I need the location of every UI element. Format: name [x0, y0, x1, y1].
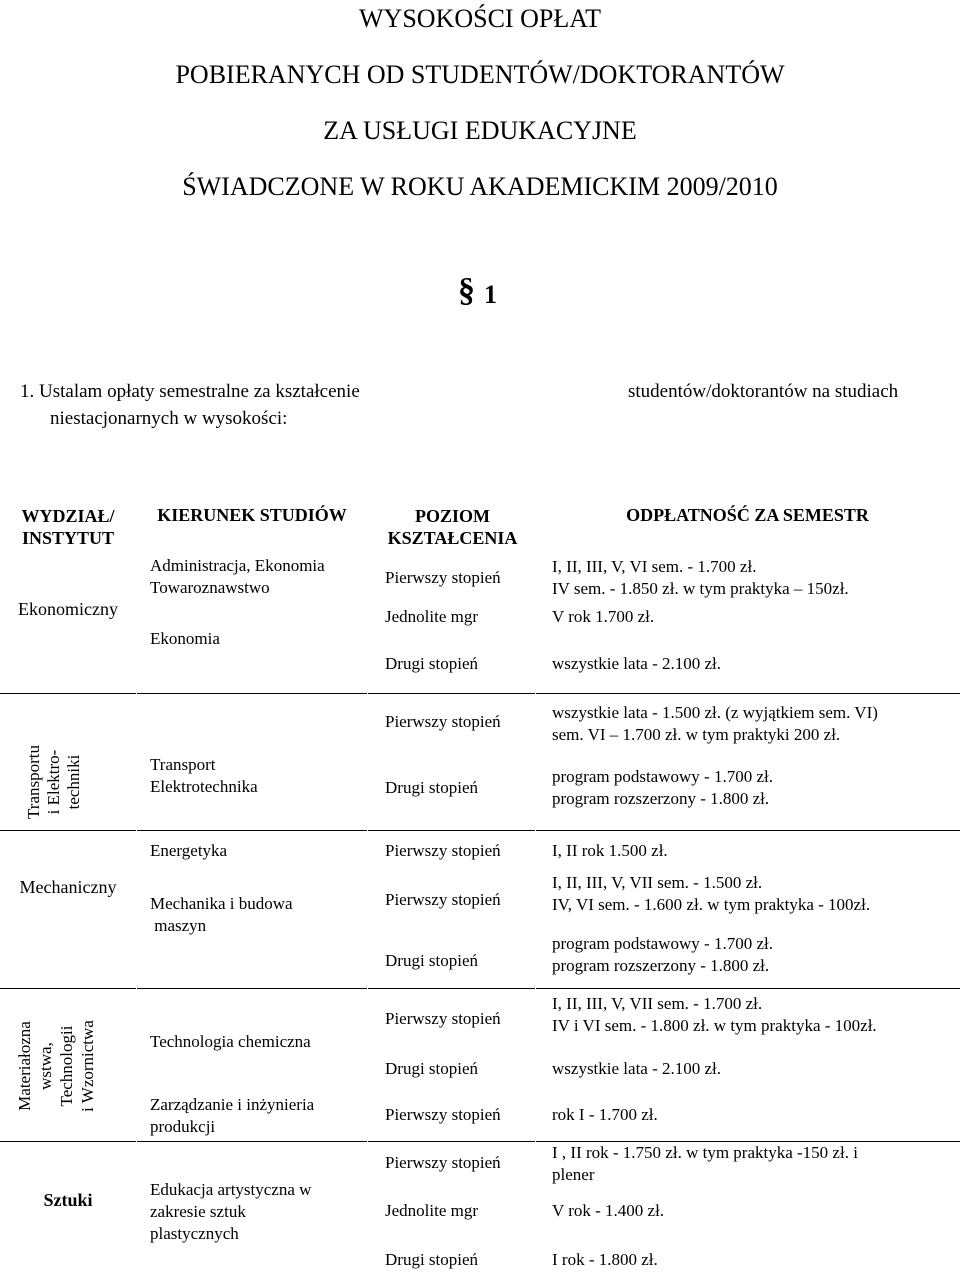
title-line-2: POBIERANYCH OD STUDENTÓW/DOKTORANTÓW	[175, 60, 785, 89]
faculty-transportu	[24, 712, 88, 852]
program-name: Transport	[150, 755, 216, 774]
faculty-name-line: techniki	[64, 754, 83, 810]
fee-text: V rok 1.700 zł.	[552, 607, 655, 626]
fee-text: I, II, III, V, VII sem. - 1.700 zł.	[552, 994, 763, 1013]
level-name: Pierwszy stopień	[385, 568, 501, 587]
intro-line-2: niestacjonarnych w wysokości:	[50, 408, 288, 429]
program-name: produkcji	[150, 1117, 216, 1136]
fee-text: wszystkie lata - 1.500 zł. (z wyjątkiem sem. VI)	[552, 703, 878, 722]
fee-text: plener	[552, 1165, 595, 1184]
header-kierunek: KIERUNEK STUDIÓW	[157, 505, 347, 525]
program-name: Zarządzanie i inżynieria	[150, 1095, 315, 1114]
program-name: Technologia chemiczna	[150, 1032, 311, 1051]
program-name: maszyn	[150, 916, 207, 935]
fee-text: V rok - 1.400 zł.	[552, 1201, 665, 1220]
fee-text: I rok - 1.800 zł.	[552, 1250, 658, 1269]
program-name: Mechanika i budowa	[150, 894, 293, 913]
fee-text: wszystkie lata - 2.100 zł.	[552, 654, 722, 673]
title-line-4: ŚWIADCZONE W ROKU AKADEMICKIM 2009/2010	[182, 172, 778, 201]
program-name: Ekonomia	[150, 629, 220, 648]
level-name: Jednolite mgr	[385, 607, 479, 626]
header-poziom: POZIOM KSZTAŁCENIA	[387, 506, 518, 548]
level-name: Pierwszy stopień	[385, 1105, 501, 1124]
fee-text: program rozszerzony - 1.800 zł.	[552, 956, 770, 975]
level-name: Pierwszy stopień	[385, 1009, 501, 1028]
table-divider	[137, 1141, 367, 1142]
program-name: Edukacja artystyczna w	[150, 1180, 312, 1199]
level-name: Pierwszy stopień	[385, 841, 501, 860]
table-divider	[0, 1141, 136, 1142]
header-odplatnosc: ODPŁATNOŚĆ ZA SEMESTR	[626, 505, 869, 525]
section-number: 1	[484, 280, 497, 309]
level-name: Drugi stopień	[385, 1059, 479, 1078]
faculty-name-line: Technologii	[57, 1025, 76, 1107]
faculty-name-line: i Elektro-	[44, 749, 63, 815]
fee-text: I , II rok - 1.750 zł. w tym praktyka -150 zł. i	[552, 1143, 858, 1162]
table-divider	[368, 988, 535, 989]
section-symbol: §	[458, 272, 475, 309]
level-name: Drugi stopień	[385, 1250, 479, 1269]
faculty-name-line: Materiałozna	[15, 1021, 34, 1111]
faculty-materialoznawstwa	[14, 996, 98, 1136]
faculty-name-line: i Wzornictwa	[78, 1020, 97, 1112]
fee-text: IV i VI sem. - 1.800 zł. w tym praktyka - 100zł.	[552, 1016, 877, 1035]
faculty-ekonomiczny: Ekonomiczny	[18, 599, 118, 619]
fee-text: rok I - 1.700 zł.	[552, 1105, 658, 1124]
fee-text: program podstawowy - 1.700 zł.	[552, 934, 773, 953]
table-divider	[0, 988, 136, 989]
table-divider	[536, 988, 960, 989]
title-line-3: ZA USŁUGI EDUKACYJNE	[323, 116, 637, 145]
faculty-mechaniczny: Mechaniczny	[19, 877, 117, 897]
level-name: Jednolite mgr	[385, 1201, 479, 1220]
table-divider	[137, 693, 367, 694]
program-name: Energetyka	[150, 841, 228, 860]
fee-text: program podstawowy - 1.700 zł.	[552, 767, 773, 786]
fee-text: sem. VI – 1.700 zł. w tym praktyki 200 zł.	[552, 725, 841, 744]
fee-text: IV sem. - 1.850 zł. w tym praktyka – 150zł.	[552, 579, 849, 598]
level-name: Pierwszy stopień	[385, 1153, 501, 1172]
level-name: Drugi stopień	[385, 778, 479, 797]
faculty-name-line: wstwa,	[36, 1042, 55, 1090]
table-divider	[137, 830, 367, 831]
table-divider	[368, 830, 535, 831]
table-divider	[368, 693, 535, 694]
fee-text: IV, VI sem. - 1.600 zł. w tym praktyka - 100zł.	[552, 895, 871, 914]
fee-text: I, II, III, V, VI sem. - 1.700 zł.	[552, 557, 757, 576]
table-divider	[137, 988, 367, 989]
level-name: Pierwszy stopień	[385, 712, 501, 731]
fee-text: I, II, III, V, VII sem. - 1.500 zł.	[552, 873, 763, 892]
title-line-1: WYSOKOŚCI OPŁAT	[359, 4, 601, 33]
level-name: Pierwszy stopień	[385, 890, 501, 909]
program-name: zakresie sztuk	[150, 1202, 246, 1221]
level-name: Drugi stopień	[385, 654, 479, 673]
fee-text: wszystkie lata - 2.100 zł.	[552, 1059, 722, 1078]
header-wydzial: WYDZIAŁ/ INSTYTUT	[21, 506, 115, 548]
fee-text: program rozszerzony - 1.800 zł.	[552, 789, 770, 808]
program-name: Administracja, Ekonomia	[150, 556, 325, 575]
faculty-sztuki: Sztuki	[43, 1190, 93, 1210]
table-divider	[0, 693, 136, 694]
fee-text: I, II rok 1.500 zł.	[552, 841, 668, 860]
faculty-name-line: Transportu	[24, 745, 43, 819]
program-name: Towaroznawstwo	[150, 578, 270, 597]
program-name: plastycznych	[150, 1224, 239, 1243]
level-name: Drugi stopień	[385, 951, 479, 970]
program-name: Elektrotechnika	[150, 777, 258, 796]
intro-line-1-left: 1. Ustalam opłaty semestralne za kształcenie	[20, 381, 360, 402]
table-divider	[536, 693, 960, 694]
table-divider	[368, 1141, 535, 1142]
intro-line-1-right: studentów/doktorantów na studiach	[628, 381, 899, 402]
table-divider	[536, 830, 960, 831]
